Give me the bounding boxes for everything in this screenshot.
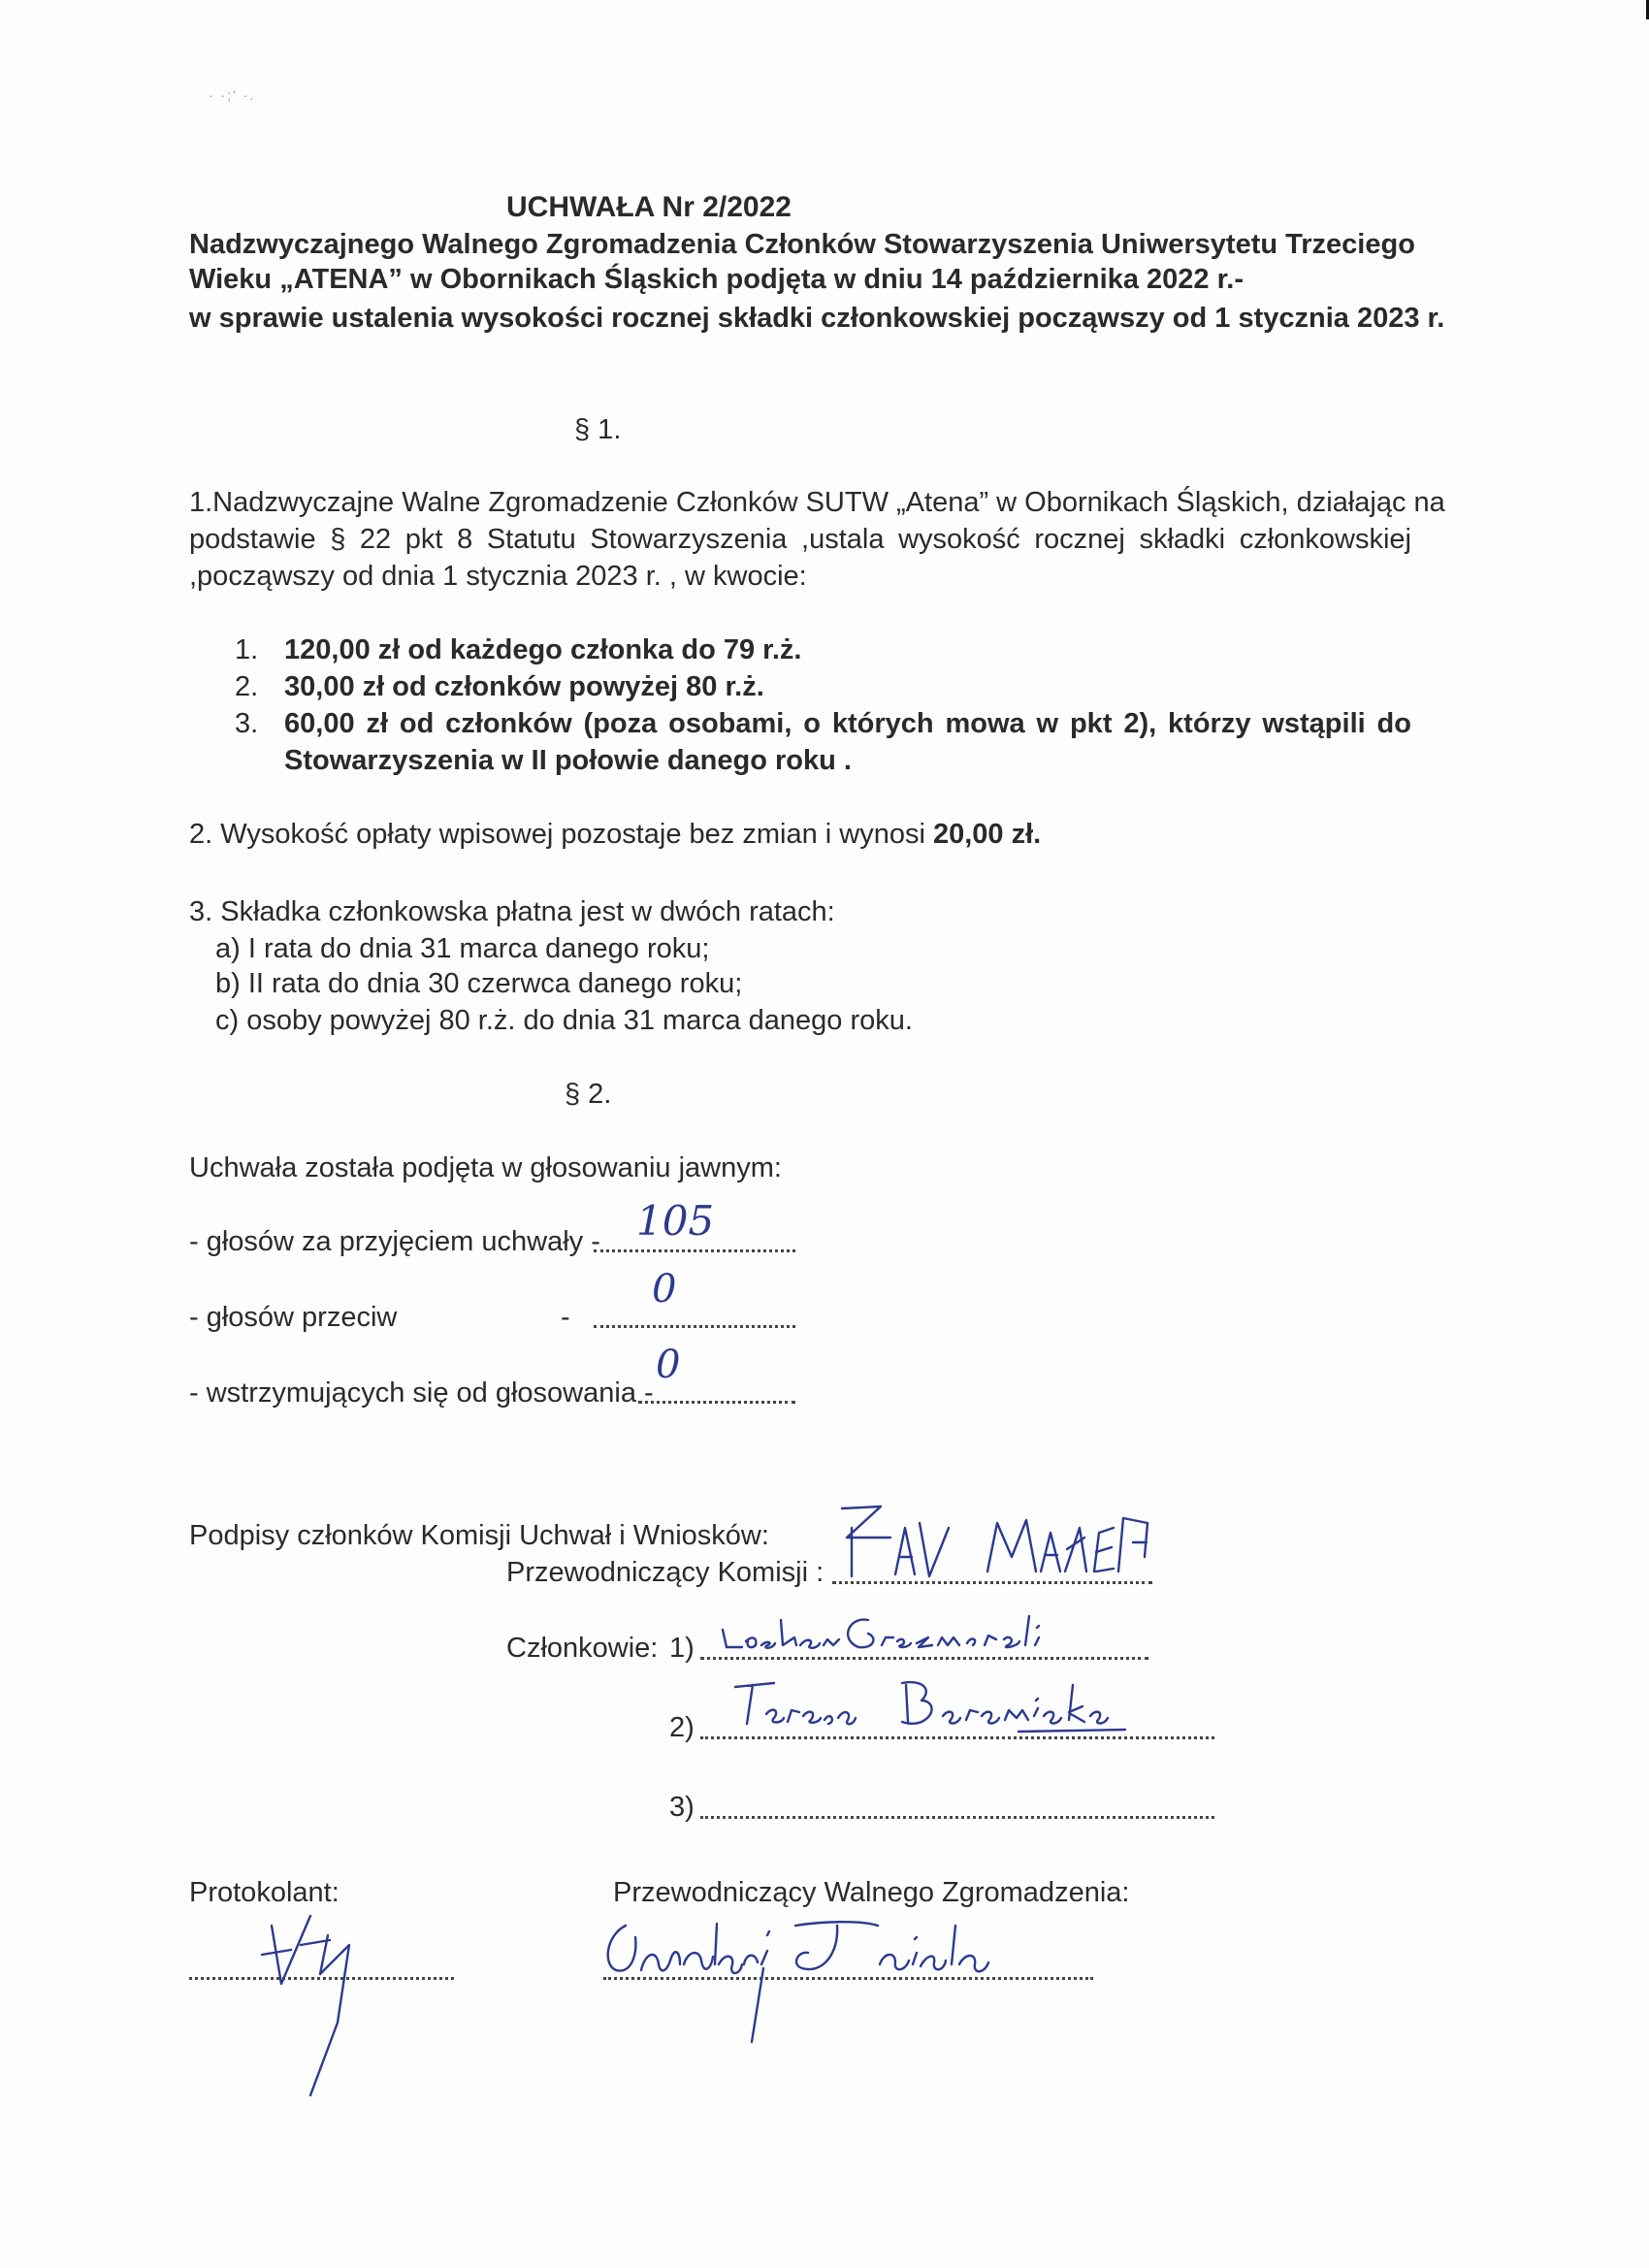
installment-item: a) I rata do dnia 31 marca danego roku; bbox=[215, 933, 710, 964]
installment-item: c) osoby powyżej 80 r.ż. do dnia 31 marca danego roku. bbox=[215, 1005, 913, 1036]
vote-dash: - bbox=[561, 1302, 570, 1333]
assembly-chair-signature bbox=[597, 1896, 1101, 2052]
resolution-title: UCHWAŁA Nr 2/2022 bbox=[506, 191, 792, 223]
member-number: 1) bbox=[669, 1633, 695, 1664]
scan-speck: · ·;' ·. bbox=[209, 87, 256, 103]
commission-signatures-label: Podpisy członków Komisji Uchwał i Wniosków: bbox=[189, 1520, 769, 1551]
point-2-text bbox=[189, 817, 1041, 852]
header-line-2: Wieku „ATENA” w Obornikach Śląskich podjęta w dniu 14 października 2022 r.- bbox=[189, 264, 1244, 295]
point-3-intro: 3. Składka członkowska płatna jest w dwóch ratach: bbox=[189, 896, 835, 927]
section-1-para-line-3: ,począwszy od dnia 1 stycznia 2023 r. , w kwocie: bbox=[189, 561, 807, 592]
assembly-chair-label: Przewodniczący Walnego Zgromadzenia: bbox=[613, 1877, 1130, 1908]
section-1-para-line-2: podstawie § 22 pkt 8 Statutu Stowarzyszenia ,ustala wysokość rocznej składki członkowskiej bbox=[189, 524, 1411, 555]
section-2-heading: § 2. bbox=[565, 1079, 612, 1110]
protocolist-signature bbox=[242, 1896, 378, 2100]
fee-item-number: 1. bbox=[235, 634, 259, 665]
commission-chair-label: Przewodniczący Komisji : bbox=[506, 1557, 824, 1588]
vote-count-against-handwritten: 0 bbox=[652, 1267, 677, 1312]
member-signature-line bbox=[700, 1816, 1214, 1819]
member-2-signature bbox=[728, 1673, 1212, 1741]
member-1-signature bbox=[713, 1601, 1120, 1659]
fee-item-number: 2. bbox=[235, 671, 259, 702]
vote-label-for: - głosów za przyjęciem uchwały - bbox=[189, 1226, 600, 1257]
vote-dotted-field bbox=[638, 1401, 795, 1404]
section-1-heading: § 1. bbox=[574, 414, 622, 445]
vote-label-against: - głosów przeciw bbox=[189, 1302, 398, 1333]
fee-item-text: 60,00 zł od członków (poza osobami, o których mowa w pkt 2), którzy wstąpili do bbox=[284, 708, 1411, 739]
vote-dotted-field bbox=[594, 1249, 795, 1252]
member-number: 2) bbox=[669, 1712, 695, 1743]
members-label: Członkowie: bbox=[506, 1633, 659, 1664]
vote-label-abstain: - wstrzymujących się od głosowania - bbox=[189, 1377, 654, 1409]
header-line-1: Nadzwyczajnego Walnego Zgromadzenia Członków Stowarzyszenia Uniwersytetu Trzeciego bbox=[189, 229, 1415, 260]
vote-count-for-handwritten: 105 bbox=[636, 1197, 715, 1245]
fee-item-text: 30,00 zł od członków powyżej 80 r.ż. bbox=[284, 671, 764, 702]
installment-item: b) II rata do dnia 30 czerwca danego roku; bbox=[215, 968, 743, 999]
fee-item-text: 120,00 zł od każdego członka do 79 r.ż. bbox=[284, 634, 802, 665]
voting-intro: Uchwała została podjęta w głosowaniu jawnym: bbox=[189, 1152, 782, 1183]
vote-dotted-field bbox=[594, 1325, 795, 1328]
point-2-prefix: 2. Wysokość opłaty wpisowej pozostaje bez zmian i wynosi bbox=[189, 819, 933, 850]
header-line-3: w sprawie ustalenia wysokości rocznej składki członkowskiej począwszy od 1 stycznia 2023 r. bbox=[189, 303, 1445, 334]
fee-item-text-continued: Stowarzyszenia w II połowie danego roku . bbox=[284, 745, 852, 776]
entry-fee-amount: 20,00 zł. bbox=[932, 819, 1042, 850]
section-1-para-line-1: 1.Nadzwyczajne Walne Zgromadzenie Członków SUTW „Atena” w Obornikach Śląskich, działając na bbox=[189, 487, 1445, 518]
member-number: 3) bbox=[669, 1792, 695, 1823]
commission-chair-signature bbox=[823, 1499, 1162, 1586]
protocol-label: Protokolant: bbox=[189, 1877, 340, 1908]
fee-item-number: 3. bbox=[235, 708, 259, 739]
vote-count-abstain-handwritten: 0 bbox=[656, 1343, 681, 1387]
